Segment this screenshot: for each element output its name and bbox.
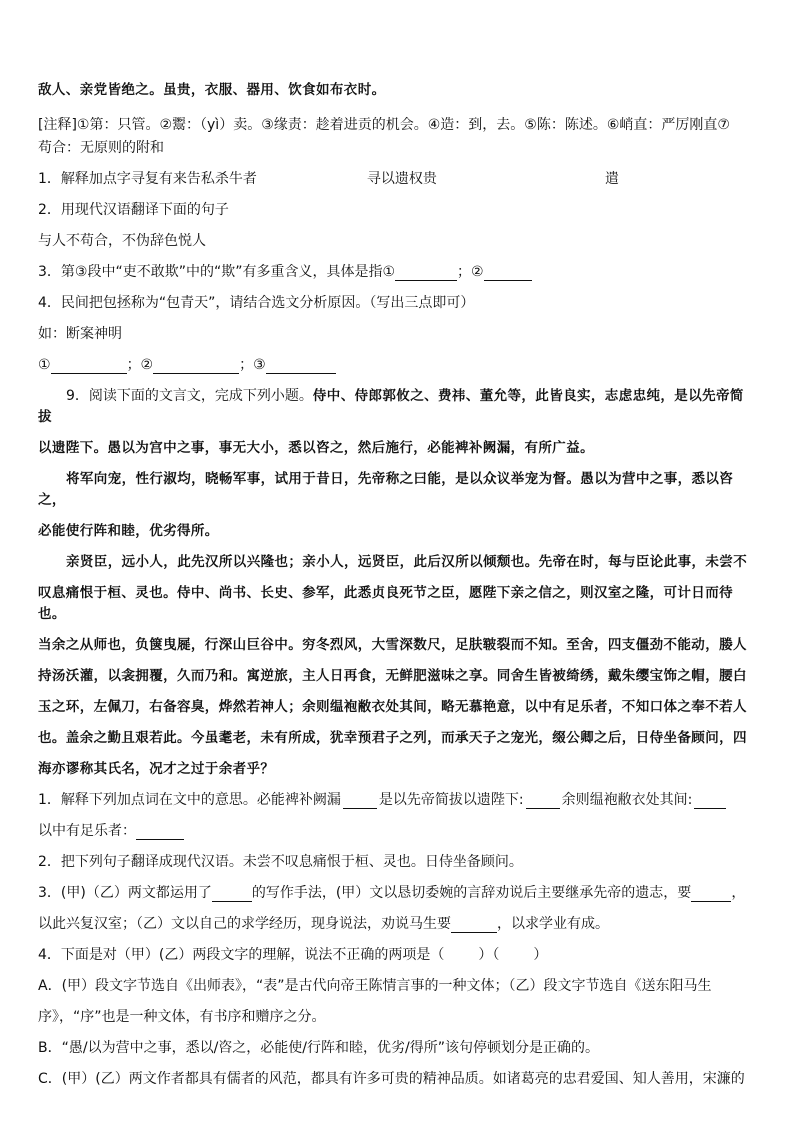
sub3-c: ， <box>731 885 746 901</box>
answer-blank-s1-4[interactable] <box>136 824 184 840</box>
annotation-line-2: 苟合：无原则的附和 <box>38 140 164 156</box>
passage-p3-line-5: 玉之环，左佩刀，右备容臭，烨然若神人；余则缊袍敝衣处其间，略无慕艳意，以中有足乐者，不知口体之奉不若人 <box>38 699 747 715</box>
option-c: C．(甲）(乙）两文作者都具有儒者的风范，都具有许多可贵的精神品质。如诸葛亮的忠君爱国、知人善用，宋濂的 <box>38 1071 745 1087</box>
answer-blank-s3-1[interactable] <box>212 886 252 902</box>
sub4-end: ） <box>533 947 548 963</box>
option-b: B．“愚/以为营中之事，悉以/咨之，必能使/行阵和睦，优劣/得所”该句停顿划分是正确的。 <box>38 1040 599 1056</box>
passage-p1-line-a: 侍中、侍郎郭攸之、费祎、董允等，此皆良实，志虑忠纯，是以先帝简拔 <box>38 388 744 425</box>
passage-paragraph-1 <box>38 386 756 428</box>
passage-p2-line-b: 必能使行阵和睦，优劣得所。 <box>38 523 219 539</box>
sub-question-1 <box>38 790 756 811</box>
question-2: 2．用现代汉语翻译下面的句子 <box>38 202 229 218</box>
answer-blank-4-2[interactable] <box>153 358 239 374</box>
passage-p3-line-3: 当余之从师也，负箧曳屣，行深山巨谷中。穷冬烈风，大雪深数尺，足肤皲裂而不知。至舍，四支僵劲不能动，媵人 <box>38 637 747 653</box>
answer-blank-3-2[interactable] <box>484 265 532 281</box>
passage-p3-line-7: 海亦谬称其氏名，况才之过于余者乎？ <box>38 761 275 777</box>
question-4: 4．民间把包拯称为“包青天”，请结合选文分析原因。（写出三点即可） <box>38 295 475 311</box>
q4-blank-1-label: ① <box>38 357 51 373</box>
passage-p3-line-6: 也。盖余之勤且艰若此。今虽耄老，未有所成，犹幸预君子之列，而承天子之宠光，缀公卿之后，日侍坐备顾问，四 <box>38 730 747 746</box>
sub-question-1-cont <box>38 821 756 842</box>
answer-blank-s1-1[interactable] <box>343 793 377 809</box>
sub1-c: 余则缊袍敝衣处其间: <box>561 792 693 808</box>
question-1-end: 遣 <box>604 171 619 187</box>
sub-question-3 <box>38 883 756 904</box>
answer-blank-s1-3[interactable] <box>694 793 726 809</box>
sub3-a: 3．(甲)（乙）两文都运用了 <box>38 885 212 901</box>
question-2-sentence: 与人不苟合，不伪辞色悦人 <box>38 233 206 249</box>
q9-intro: 9．阅读下面的文言文，完成下列小题。 <box>66 388 313 404</box>
sub3-d: 以此兴复汉室；（乙）文以自己的求学经历，现身说法，劝说马生要 <box>38 916 451 932</box>
question-1 <box>38 169 756 190</box>
intro-line: 敌人、亲党皆绝之。虽贵，衣服、器用、饮食如布衣时。 <box>38 82 386 98</box>
question-3-text: 3．第③段中“吏不敢欺”中的“欺”有多重含义，具体是指① <box>38 264 396 280</box>
question-3-sep: ；② <box>457 264 484 280</box>
sub1-b: 是以先帝简拔以遗陛下: <box>378 792 524 808</box>
option-a-line-2: 序》，“序”也是一种文体，有书序和赠序之分。 <box>38 1009 326 1025</box>
option-a-line-1: A．(甲）段文字节选自《出师表》，“表”是古代向帝王陈情言事的一种文体；（乙）段文字节选自《送东阳马生 <box>38 978 712 994</box>
answer-blank-4-3[interactable] <box>266 358 336 374</box>
question-4-example: 如：断案神明 <box>38 326 122 342</box>
sub-question-2: 2．把下列句子翻译成现代汉语。未尝不叹息痛恨于桓、灵也。日侍坐备顾问。 <box>38 854 523 870</box>
sub3-b: 的写作手法，(甲）文以恳切委婉的言辞劝说后主要继承先帝的遗志，要 <box>251 885 692 901</box>
answer-blank-s1-2[interactable] <box>526 793 560 809</box>
answer-blank-s3-3[interactable] <box>451 917 497 933</box>
question-1-prefix: 1．解释加点字寻复有来告私杀牛者 <box>38 171 257 187</box>
passage-p3-line-1: 亲贤臣，远小人，此先汉所以兴隆也；亲小人，远贤臣，此后汉所以倾颓也。先帝在时，每与臣论此事，未尝不 <box>66 554 748 570</box>
question-1-mid: 寻以遗权贵 <box>366 171 437 187</box>
answer-blank-s3-2[interactable] <box>691 886 731 902</box>
question-4-blanks <box>38 355 756 376</box>
answer-blank-4-1[interactable] <box>51 358 127 374</box>
sub-question-4 <box>38 945 756 966</box>
annotation-line-1: [注释]①第：只管。②鬻：（yì）卖。③缘责：趁着进贡的机会。④造：到，去。⑤陈：陈述。⑥峭直：严厉刚直⑦ <box>38 117 730 133</box>
passage-p3-line-4: 持汤沃灌，以衾拥覆，久而乃和。寓逆旅，主人日再食，无鲜肥滋味之享。同舍生皆被绮绣，戴朱缨宝饰之帽，腰白 <box>38 668 747 684</box>
sub1-a: 1．解释下列加点词在文中的意思。必能裨补阙漏 <box>38 792 341 808</box>
passage-p2-line-a: 将军向宠，性行淑均，晓畅军事，试用于昔日，先帝称之曰能，是以众议举宠为督。愚以为营中之事，悉以咨之， <box>38 471 734 508</box>
question-3 <box>38 262 756 283</box>
q4-blank-3-label: ；③ <box>239 357 266 373</box>
answer-blank-3-1[interactable] <box>395 265 457 281</box>
passage-p1-line-b: 以遗陛下。愚以为宫中之事，事无大小，悉以咨之，然后施行，必能裨补阙漏，有所广益。 <box>38 440 594 456</box>
sub-question-3-cont <box>38 914 756 935</box>
sub4-text: 4．下面是对（甲）(乙）两段文字的理解，说法不正确的两项是（ <box>38 947 445 963</box>
sub3-e: ，以求学业有成。 <box>497 916 609 932</box>
q4-blank-2-label: ；② <box>126 357 154 373</box>
sub1-d: 以中有足乐者： <box>38 823 136 839</box>
sub4-mid: ）（ <box>478 947 500 963</box>
passage-p3-line-2: 叹息痛恨于桓、灵也。侍中、尚书、长史、参军，此悉贞良死节之臣，愿陛下亲之信之，则汉室之隆，可计日而待也。 <box>38 585 733 622</box>
